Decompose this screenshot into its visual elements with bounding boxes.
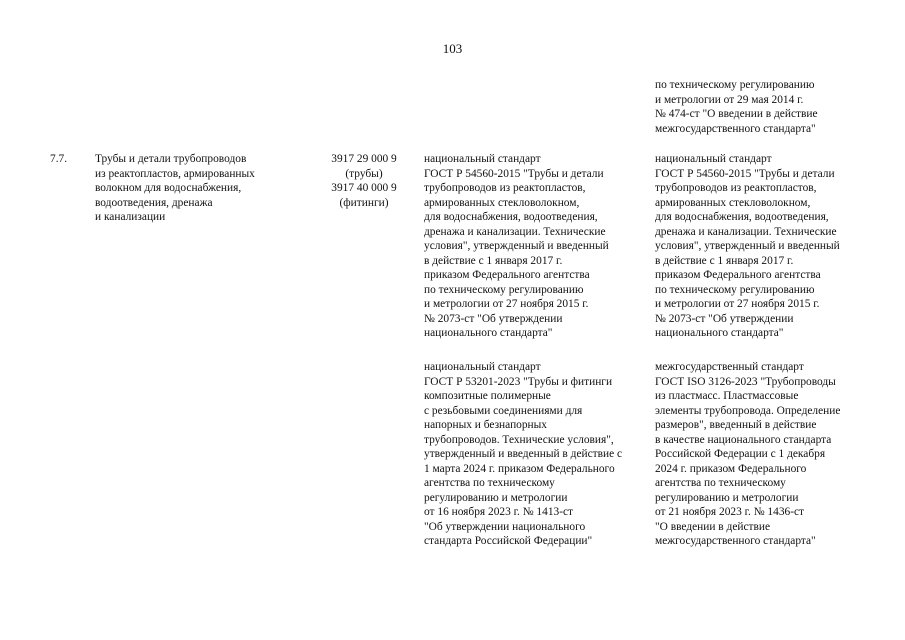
text-line: и метрологии от 27 ноября 2015 г. (424, 298, 589, 310)
standard-a-2 (424, 360, 622, 549)
text-line: агентства по техническому (655, 477, 786, 489)
text-line: (трубы) (345, 167, 383, 180)
text-line: с резьбовыми соединениями для (424, 404, 583, 417)
text-line: Трубы и детали трубопроводов (95, 153, 247, 165)
text-line: водоотведения, дренажа (95, 196, 213, 209)
text-line: Российской Федерации с 1 декабря (655, 448, 826, 460)
text-line: условия", утвержденный и введенный (424, 240, 609, 252)
text-line: приказом Федерального агентства (424, 269, 590, 281)
text-line: для водоснабжения, водоотведения, (655, 211, 829, 223)
text-line: 3917 40 000 9 (331, 182, 397, 194)
text-line: 1 марта 2024 г. приказом Федерального (424, 462, 615, 475)
text-line: национального стандарта" (655, 327, 784, 339)
text-line: элементы трубопровода. Определение (655, 404, 841, 417)
text-line: по техническому регулированию (655, 79, 815, 91)
text-line: трубопроводов из реактопластов, (655, 182, 817, 194)
continuation-text (655, 78, 818, 136)
text-line: ГОСТ Р 54560-2015 "Трубы и детали (424, 167, 604, 180)
text-line: по техническому регулированию (424, 283, 584, 296)
text-line: в действие с 1 января 2017 г. (424, 254, 563, 267)
text-line: национальный стандарт (424, 153, 541, 165)
text-line: межгосударственного стандарта" (655, 122, 816, 135)
text-line: из пластмасс. Пластмассовые (655, 390, 799, 402)
standard-b-2 (655, 360, 840, 549)
text-line: ГОСТ Р 53201-2023 "Трубы и фитинги (424, 375, 613, 388)
product-name (95, 152, 255, 225)
text-line: (фитинги) (339, 196, 389, 209)
text-line: межгосударственного стандарта" (655, 535, 816, 547)
text-line: в действие с 1 января 2017 г. (655, 254, 794, 267)
text-line: армированных стекловолокном, (424, 196, 580, 209)
text-line: регулированию и метрологии (655, 491, 799, 504)
text-line: агентства по техническому (424, 477, 555, 489)
text-line: "Об утверждении национального (424, 520, 586, 533)
text-line: утвержденный и введенный в действие с (424, 448, 623, 460)
text-line: национальный стандарт (655, 153, 772, 165)
text-line: ГОСТ Р 54560-2015 "Трубы и детали (655, 167, 835, 180)
text-line: композитные полимерные (424, 390, 551, 402)
text-line: № 2073-ст "Об утверждении (655, 312, 794, 325)
text-line: для водоснабжения, водоотведения, (424, 211, 598, 223)
row-number: 7.7. (50, 153, 68, 165)
text-line: трубопроводов. Технические условия", (424, 433, 614, 446)
text-line: размеров", введенный в действие (655, 419, 817, 431)
text-line: трубопроводов из реактопластов, (424, 182, 586, 194)
standard-b-1 (655, 152, 840, 341)
text-line: по техническому регулированию (655, 283, 815, 296)
text-line: от 16 ноября 2023 г. № 1413-ст (424, 506, 574, 518)
text-line: стандарта Российской Федерации" (424, 535, 593, 547)
text-line: приказом Федерального агентства (655, 269, 821, 281)
tnved-codes (318, 152, 410, 210)
text-line: национальный стандарт (424, 361, 541, 373)
text-line: волокном для водоснабжения, (95, 182, 242, 194)
standard-a-1 (424, 152, 609, 341)
text-line: регулированию и метрологии (424, 491, 568, 504)
text-line: национального стандарта" (424, 327, 553, 339)
text-line: условия", утвержденный и введенный (655, 240, 840, 252)
text-line: ГОСТ ISO 3126-2023 "Трубопроводы (655, 375, 836, 388)
text-line: из реактопластов, армированных (95, 167, 255, 180)
text-line: дренажа и канализации. Технические (424, 225, 606, 238)
text-line: № 2073-ст "Об утверждении (424, 312, 563, 325)
page-number: 103 (442, 41, 463, 56)
text-line: армированных стекловолокном, (655, 196, 811, 209)
text-line: межгосударственный стандарт (655, 361, 804, 373)
text-line: напорных и безнапорных (424, 419, 547, 431)
text-line: и канализации (95, 211, 166, 223)
text-line: в качестве национального стандарта (655, 433, 832, 446)
text-line: 3917 29 000 9 (331, 153, 397, 165)
text-line: от 21 ноября 2023 г. № 1436-ст (655, 506, 805, 518)
text-line: № 474-ст "О введении в действие (655, 108, 818, 120)
text-line: и метрологии от 29 мая 2014 г. (655, 93, 804, 106)
text-line: дренажа и канализации. Технические (655, 225, 837, 238)
text-line: и метрологии от 27 ноября 2015 г. (655, 298, 820, 310)
text-line: "О введении в действие (655, 520, 771, 533)
text-line: 2024 г. приказом Федерального (655, 462, 807, 475)
